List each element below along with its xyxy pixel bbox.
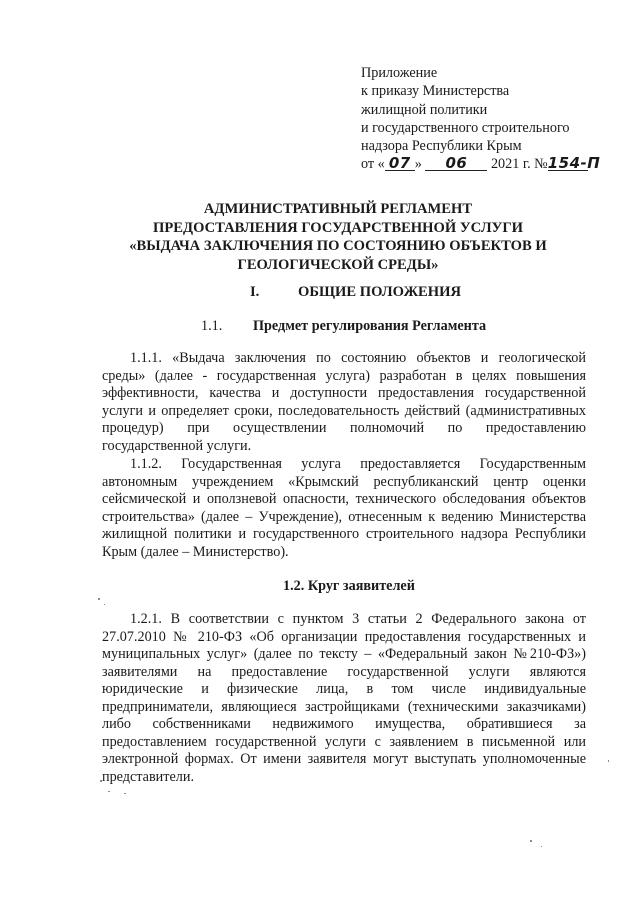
- section-number: I.: [250, 284, 260, 300]
- order-date-line: [361, 155, 621, 173]
- title-line-4: ГЕОЛОГИЧЕСКОЙ СРЕДЫ»: [237, 256, 439, 273]
- paragraph-1-2-1: 1.2.1. В соответствии с пунктом 3 статьи 2 Федерального закона от 27.07.2010 № 210-ФЗ «Об организации предоставления государственных и муниципальных услуг» (далее по тексту – «Федеральный закон №210-ФЗ») заявителями на предоставление государственной услуги являются юридические и физические лица, в том числе индивидуальные предприниматели, являющиеся застройщиками (техническими заказчиками) либо собственниками недвижимого имущества, обратившиеся за предоставлением государственной услуги с заявлением в письменной или электронной формах. От имени заявителя могут выступать уполномоченные представители.: [102, 611, 586, 785]
- document-title: [110, 200, 566, 274]
- scan-speck: [124, 793, 126, 794]
- date-day-close: »: [414, 156, 422, 173]
- subsection-title: Предмет регулирования Регламента: [253, 318, 487, 334]
- scan-speck: [541, 846, 542, 847]
- handwritten-order-number: 154-П: [547, 154, 601, 173]
- date-prefix: от «: [361, 156, 385, 173]
- paragraph-1-1-2: 1.1.2. Государственная услуга предоставляется Государственным автономным учреждением «Крымский республиканский центр оценки сейсмической и оползневой опасности, технического обследования объектов строительства» (далее – Учреждение), отнесенным к ведению Министерства жилищной политики и государственного строительного надзора Республики Крым (далее – Министерство).: [102, 456, 586, 560]
- subsection-heading-subject: [201, 318, 486, 335]
- title-line-1: АДМИНИСТРАТИВНЫЙ РЕГЛАМЕНТ: [203, 201, 473, 217]
- subsection-heading-applicants: 1.2. Круг заявителей: [283, 578, 415, 594]
- handwritten-day: 07: [385, 156, 415, 171]
- appendix-ministry-line-2: и государственного строительного: [361, 119, 570, 136]
- subsection-number: 1.1.: [201, 318, 223, 334]
- paragraph-1-1-1: 1.1.1. «Выдача заключения по состоянию объектов и геологической среды» (далее - государственная услуга) разработан в целях повышения эффективности, качества и доступности предоставления государственной услуги и определяет сроки, последовательность действий (административных процедур) при осуществлении полномочий по предоставлению государственной услуги.: [102, 350, 586, 454]
- appendix-label: Приложение: [361, 65, 438, 81]
- appendix-header: [361, 64, 621, 174]
- title-line-3: «ВЫДАЧА ЗАКЛЮЧЕНИЯ ПО СОСТОЯНИЮ ОБЪЕКТОВ И: [129, 238, 547, 255]
- scan-speck: [530, 840, 532, 842]
- scan-speck: [100, 780, 102, 782]
- section-heading-general: [250, 284, 461, 301]
- scan-speck: [108, 791, 110, 792]
- section-title: ОБЩИЕ ПОЛОЖЕНИЯ: [298, 284, 462, 300]
- title-line-2: ПРЕДОСТАВЛЕНИЯ ГОСУДАРСТВЕННОЙ УСЛУГИ: [153, 219, 523, 236]
- appendix-order-line: к приказу Министерства: [361, 83, 510, 100]
- handwritten-month: 06: [425, 156, 487, 171]
- scan-speck: [104, 604, 105, 605]
- scan-speck: [98, 598, 100, 600]
- scan-speck: [608, 760, 609, 762]
- appendix-ministry-line: жилищной политики: [361, 101, 488, 118]
- appendix-ministry-line-3: надзора Республики Крым: [361, 138, 522, 155]
- date-year: 2021 г. №: [490, 156, 548, 173]
